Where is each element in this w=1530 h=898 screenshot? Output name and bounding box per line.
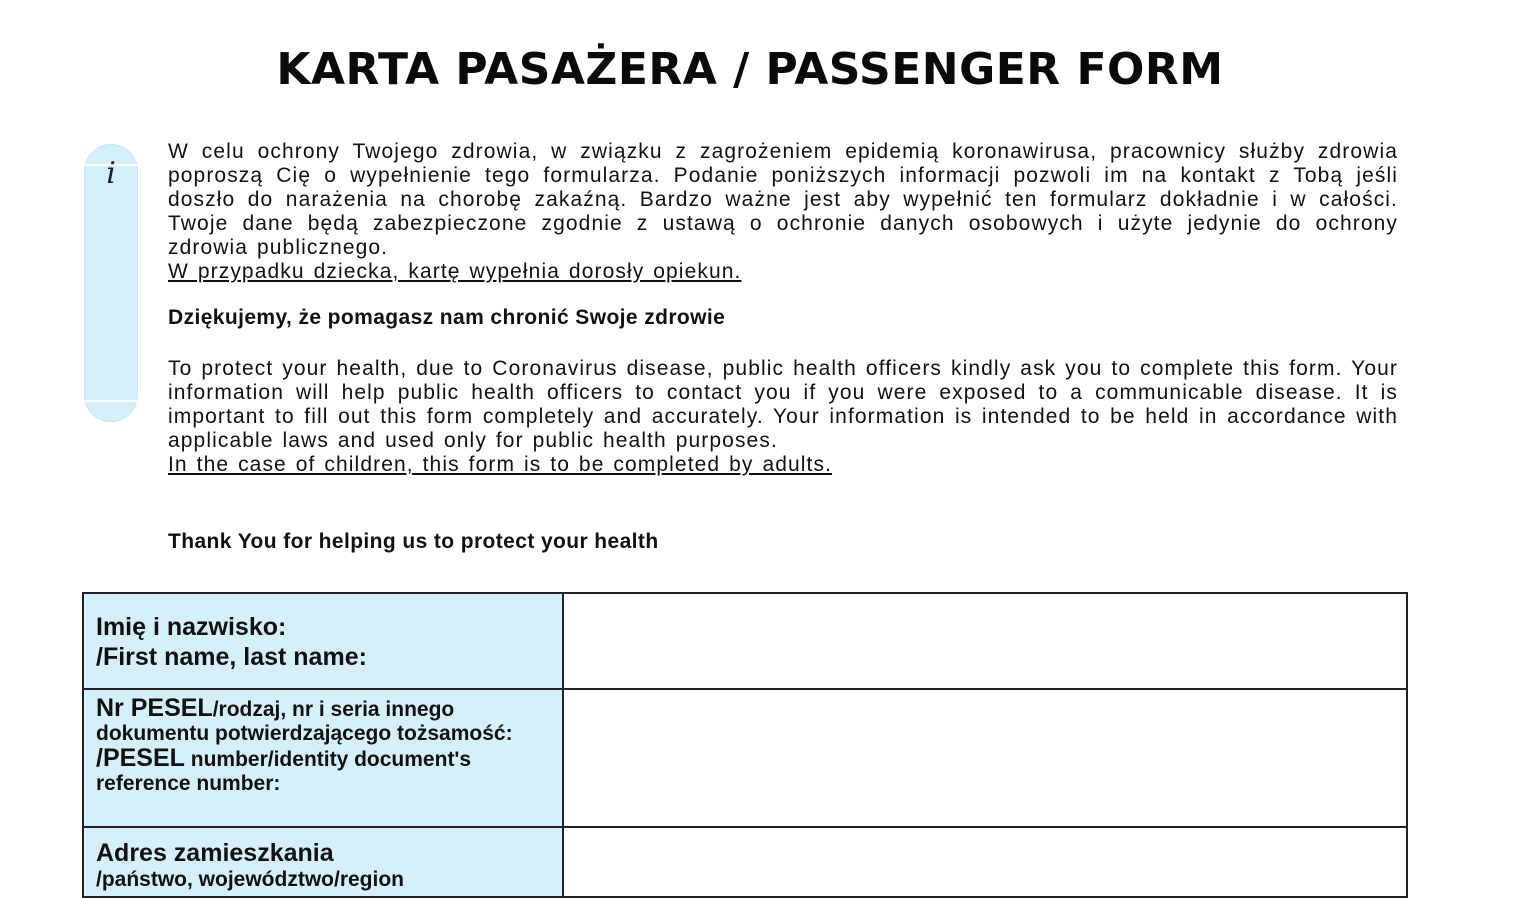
pesel-label-cell: [83, 689, 563, 827]
info-sidebar: [84, 144, 138, 422]
thanks-text-pl: Dziękujemy, że pomagasz nam chronić Swoje zdrowie: [168, 306, 726, 329]
pesel-label-pl: [96, 696, 552, 746]
passenger-form-table: [82, 592, 1408, 898]
form-row-pesel: [83, 689, 1407, 827]
intro-text-en: To protect your health, due to Coronavirus disease, public health officers kindly ask you to complete this form. Your information will help public health officers to contact you if you were exposed to a communicable disease. It is important to fill out this form completely and accurately. Your information is intended to be held in accordance with applicable laws and used only for public health purposes.: [168, 357, 1398, 452]
pesel-label-en: [96, 746, 552, 796]
address-label-en: /państwo, województwo/region: [96, 868, 404, 891]
page-title: KARTA PASAŻERA / PASSENGER FORM: [276, 44, 1224, 95]
form-row-address: [83, 827, 1407, 897]
name-label-cell: [83, 593, 563, 689]
pesel-label-en-big: /PESEL: [96, 744, 185, 772]
name-input-cell[interactable]: [563, 593, 1407, 689]
form-row-name: [83, 593, 1407, 689]
intro-note-en: In the case of children, this form is to be completed by adults.: [168, 453, 833, 476]
thanks-text-en: Thank You for helping us to protect your health: [168, 530, 659, 553]
address-label-cell: [83, 827, 563, 897]
pesel-label-pl-big: Nr PESEL: [96, 694, 213, 722]
name-label-en: /First name, last name:: [96, 643, 367, 671]
pesel-label-pl-rest: /rodzaj, nr i seria innego dokumentu potwierdzającego tożsamość:: [96, 698, 513, 745]
pesel-input-cell[interactable]: [563, 689, 1407, 827]
address-input-cell[interactable]: [563, 827, 1407, 897]
intro-text-pl: W celu ochrony Twojego zdrowia, w związku z zagrożeniem epidemią koronawirusa, pracownicy służby zdrowia poproszą Cię o wypełnienie tego formularza. Podanie poniższych informacji pozwoli im na kontakt z Tobą jeśli doszło do narażenia na chorobę zakaźną. Bardzo ważne jest aby wypełnić ten formularz dokładnie i w całości. Twoje dane będą zabezpieczone zgodnie z ustawą o ochronie danych osobowych i użyte jedynie do ochrony zdrowia publicznego.: [168, 140, 1398, 259]
intro-paragraph-pl: [168, 140, 1398, 284]
address-label-pl: Adres zamieszkania: [96, 839, 334, 867]
intro-note-pl: W przypadku dziecka, kartę wypełnia dorosły opiekun.: [168, 260, 742, 283]
pesel-label-en-rest: number/identity document's reference number:: [96, 748, 472, 795]
info-icon: i: [106, 156, 116, 191]
intro-paragraph-en: [168, 357, 1398, 477]
name-label-pl: Imię i nazwisko:: [96, 613, 287, 641]
